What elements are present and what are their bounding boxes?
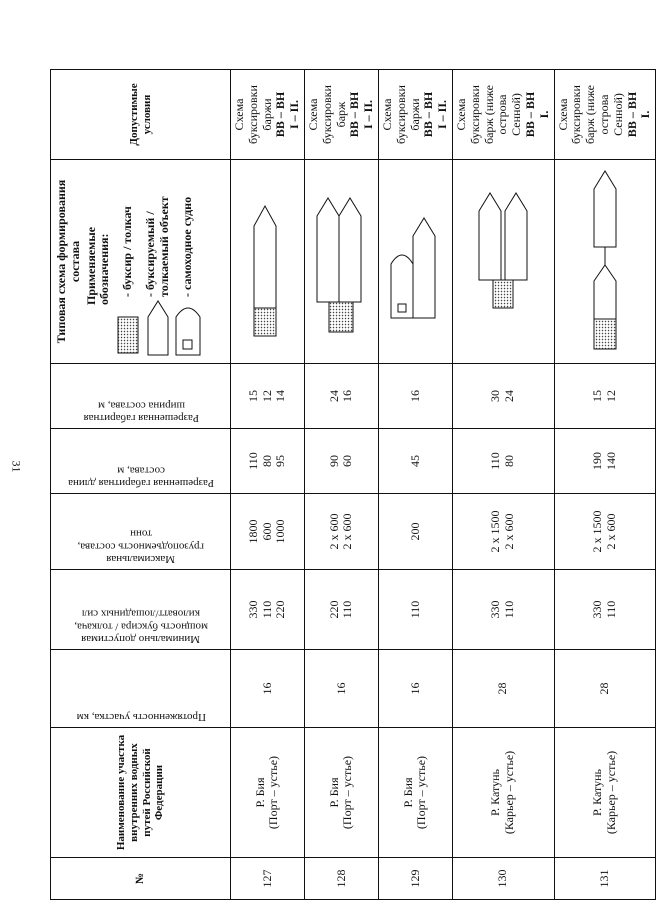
river-name: Р. Бия (400, 777, 415, 808)
header-length: Протяженность участка, км (75, 711, 206, 723)
row-length: 16 (378, 650, 452, 728)
header-length-cell (51, 650, 231, 728)
convoy-table (50, 69, 656, 900)
section-name: (Порт – устье) (340, 755, 355, 830)
header-scheme-cell (51, 160, 231, 364)
tug-icon (114, 297, 142, 357)
header-clear-width: Разрешенная габаритная ширина состава, м (82, 399, 199, 424)
legend-item-tug (114, 166, 142, 357)
row-name (304, 728, 378, 858)
length-value: 140 (603, 452, 618, 470)
conditions-class: I – II. (287, 100, 302, 130)
legend-text-vessel: - самоходное судно (180, 196, 195, 297)
row-power (452, 570, 554, 650)
conditions-water-level: ВВ – ВН (522, 91, 537, 138)
conditions-class: I. (536, 110, 551, 119)
capacity-value: 2 х 600 (502, 513, 517, 550)
legend-title: Применяемые обозначения: (83, 226, 112, 305)
section-name: (Карьер – устье) (502, 750, 517, 835)
row-scheme (452, 160, 554, 364)
header-scheme: Типовая схема формирования состава (54, 179, 82, 344)
conditions-class: I. (638, 110, 653, 119)
length-value: 190 (590, 452, 605, 470)
power-value: 110 (603, 600, 618, 619)
table-row (378, 70, 452, 900)
row-length: 28 (554, 650, 656, 728)
row-num: 131 (554, 858, 656, 900)
header-capacity-cell (51, 494, 231, 570)
row-conditions (452, 70, 554, 160)
row-num: 128 (304, 858, 378, 900)
river-name: Р. Катунь (488, 769, 503, 817)
row-power (304, 570, 378, 650)
row-clear-width (378, 364, 452, 429)
row-length: 16 (231, 650, 305, 728)
section-name: (Порт – устье) (266, 755, 281, 830)
width-value: 15 (245, 390, 260, 402)
conditions-water-level: ВВ – ВН (624, 91, 639, 138)
conditions-water-level: ВВ – ВН (273, 91, 288, 138)
width-value: 12 (259, 390, 274, 402)
header-clear-width-cell (51, 364, 231, 429)
rotated-table-container (50, 70, 653, 900)
conditions-text: Схема буксировки барж (305, 85, 348, 144)
row-clear-length (304, 429, 378, 494)
width-value: 16 (407, 390, 422, 402)
length-value: 95 (273, 455, 288, 467)
page-number: 31 (9, 460, 24, 473)
capacity-value: 2 х 1500 (488, 510, 503, 553)
header-power-cell (51, 570, 231, 650)
convoy-diagram-two-barges-pushed (311, 167, 371, 357)
convoy-diagram-two-barges-wide (473, 167, 533, 357)
row-name (452, 728, 554, 858)
row-power (378, 570, 452, 650)
row-clear-width (304, 364, 378, 429)
row-name (378, 728, 452, 858)
legend-text-barge: - буксируемый / толкаемый объект (143, 196, 172, 297)
table-row (231, 70, 305, 900)
section-name: (Порт – устье) (414, 755, 429, 830)
row-capacity (554, 494, 656, 570)
header-num: № (51, 858, 231, 900)
row-scheme (554, 160, 656, 364)
convoy-diagram-vessel-with-barge (385, 167, 445, 357)
conditions-text: Схема буксировки барж (ниже острова Сенной) (453, 84, 524, 145)
row-capacity (304, 494, 378, 570)
header-conditions: Допустимые условия (51, 70, 231, 160)
power-value: 110 (340, 600, 355, 619)
row-num: 130 (452, 858, 554, 900)
capacity-value: 600 (259, 522, 274, 541)
row-power (554, 570, 656, 650)
row-scheme (231, 160, 305, 364)
row-conditions (554, 70, 656, 160)
section-name: (Карьер – устье) (603, 750, 618, 835)
header-power: Минимально допустимая мощность буксира / толкача, киловатт/лошадиных сил (73, 607, 208, 645)
length-value: 80 (502, 455, 517, 467)
capacity-value: 1800 (245, 519, 260, 544)
capacity-value: 2 х 1500 (590, 510, 605, 553)
row-conditions (231, 70, 305, 160)
header-clear-length: Разрешенная габаритная длина состава, м (67, 464, 214, 489)
conditions-text: Схема буксировки барж (ниже острова Сенной) (555, 84, 625, 145)
header-capacity: Максимальная грузоподъемность состава, тонн (77, 527, 204, 565)
conditions-class: I – II. (361, 100, 376, 130)
length-value: 80 (259, 455, 274, 467)
power-value: 330 (590, 600, 605, 619)
row-clear-length (231, 429, 305, 494)
power-value: 110 (502, 600, 517, 619)
row-scheme (304, 160, 378, 364)
row-length: 28 (452, 650, 554, 728)
table-row (452, 70, 554, 900)
row-clear-width (452, 364, 554, 429)
conditions-class: I – II. (435, 100, 450, 130)
header-row (51, 70, 231, 900)
row-conditions (304, 70, 378, 160)
row-capacity (231, 494, 305, 570)
length-value: 45 (407, 455, 422, 467)
length-value: 110 (488, 452, 503, 470)
width-value: 16 (340, 390, 355, 402)
capacity-value: 200 (407, 522, 422, 541)
width-value: 30 (488, 390, 503, 402)
width-value: 12 (603, 390, 618, 402)
width-value: 14 (273, 390, 288, 402)
conditions-water-level: ВВ – ВН (421, 91, 436, 138)
river-name: Р. Катунь (590, 769, 605, 817)
length-value: 110 (245, 452, 260, 470)
conditions-text: Схема буксировки баржи (232, 85, 274, 144)
convoy-diagram-single-barge (242, 167, 292, 357)
capacity-value: 2 х 600 (326, 513, 341, 550)
length-value: 60 (340, 455, 355, 467)
row-name (231, 728, 305, 858)
row-scheme (378, 160, 452, 364)
convoy-diagram-towed-tandem (580, 159, 630, 359)
table-row (304, 70, 378, 900)
row-power (231, 570, 305, 650)
power-value: 330 (245, 600, 260, 619)
header-name: Наименование участка внутренних водных путей Российской Федерации (51, 728, 231, 858)
barge-icon (144, 297, 172, 357)
row-clear-width (231, 364, 305, 429)
row-num: 127 (231, 858, 305, 900)
row-clear-width (554, 364, 656, 429)
power-value: 110 (259, 600, 274, 619)
river-name: Р. Бия (252, 777, 267, 808)
power-value: 220 (326, 600, 341, 619)
table-row (554, 70, 656, 900)
width-value: 24 (326, 390, 341, 402)
length-value: 90 (326, 455, 341, 467)
header-clear-length-cell (51, 429, 231, 494)
row-length: 16 (304, 650, 378, 728)
capacity-value: 2 х 600 (340, 513, 355, 550)
legend-item-vessel (174, 166, 202, 357)
row-capacity (378, 494, 452, 570)
legend-item-barge (144, 166, 172, 357)
capacity-value: 1000 (273, 519, 288, 544)
row-clear-length (554, 429, 656, 494)
row-clear-length (452, 429, 554, 494)
conditions-text: Схема буксировки баржи (379, 85, 422, 144)
power-value: 110 (407, 600, 422, 619)
power-value: 330 (488, 600, 503, 619)
capacity-value: 2 х 600 (603, 513, 618, 550)
conditions-water-level: ВВ – ВН (347, 91, 362, 138)
self-propelled-vessel-icon (174, 297, 202, 357)
row-num: 129 (378, 858, 452, 900)
row-name (554, 728, 656, 858)
row-conditions (378, 70, 452, 160)
row-clear-length (378, 429, 452, 494)
width-value: 24 (502, 390, 517, 402)
width-value: 15 (590, 390, 605, 402)
row-capacity (452, 494, 554, 570)
legend-text-tug: - буксир / толкач (120, 206, 135, 297)
power-value: 220 (273, 600, 288, 619)
river-name: Р. Бия (326, 777, 341, 808)
